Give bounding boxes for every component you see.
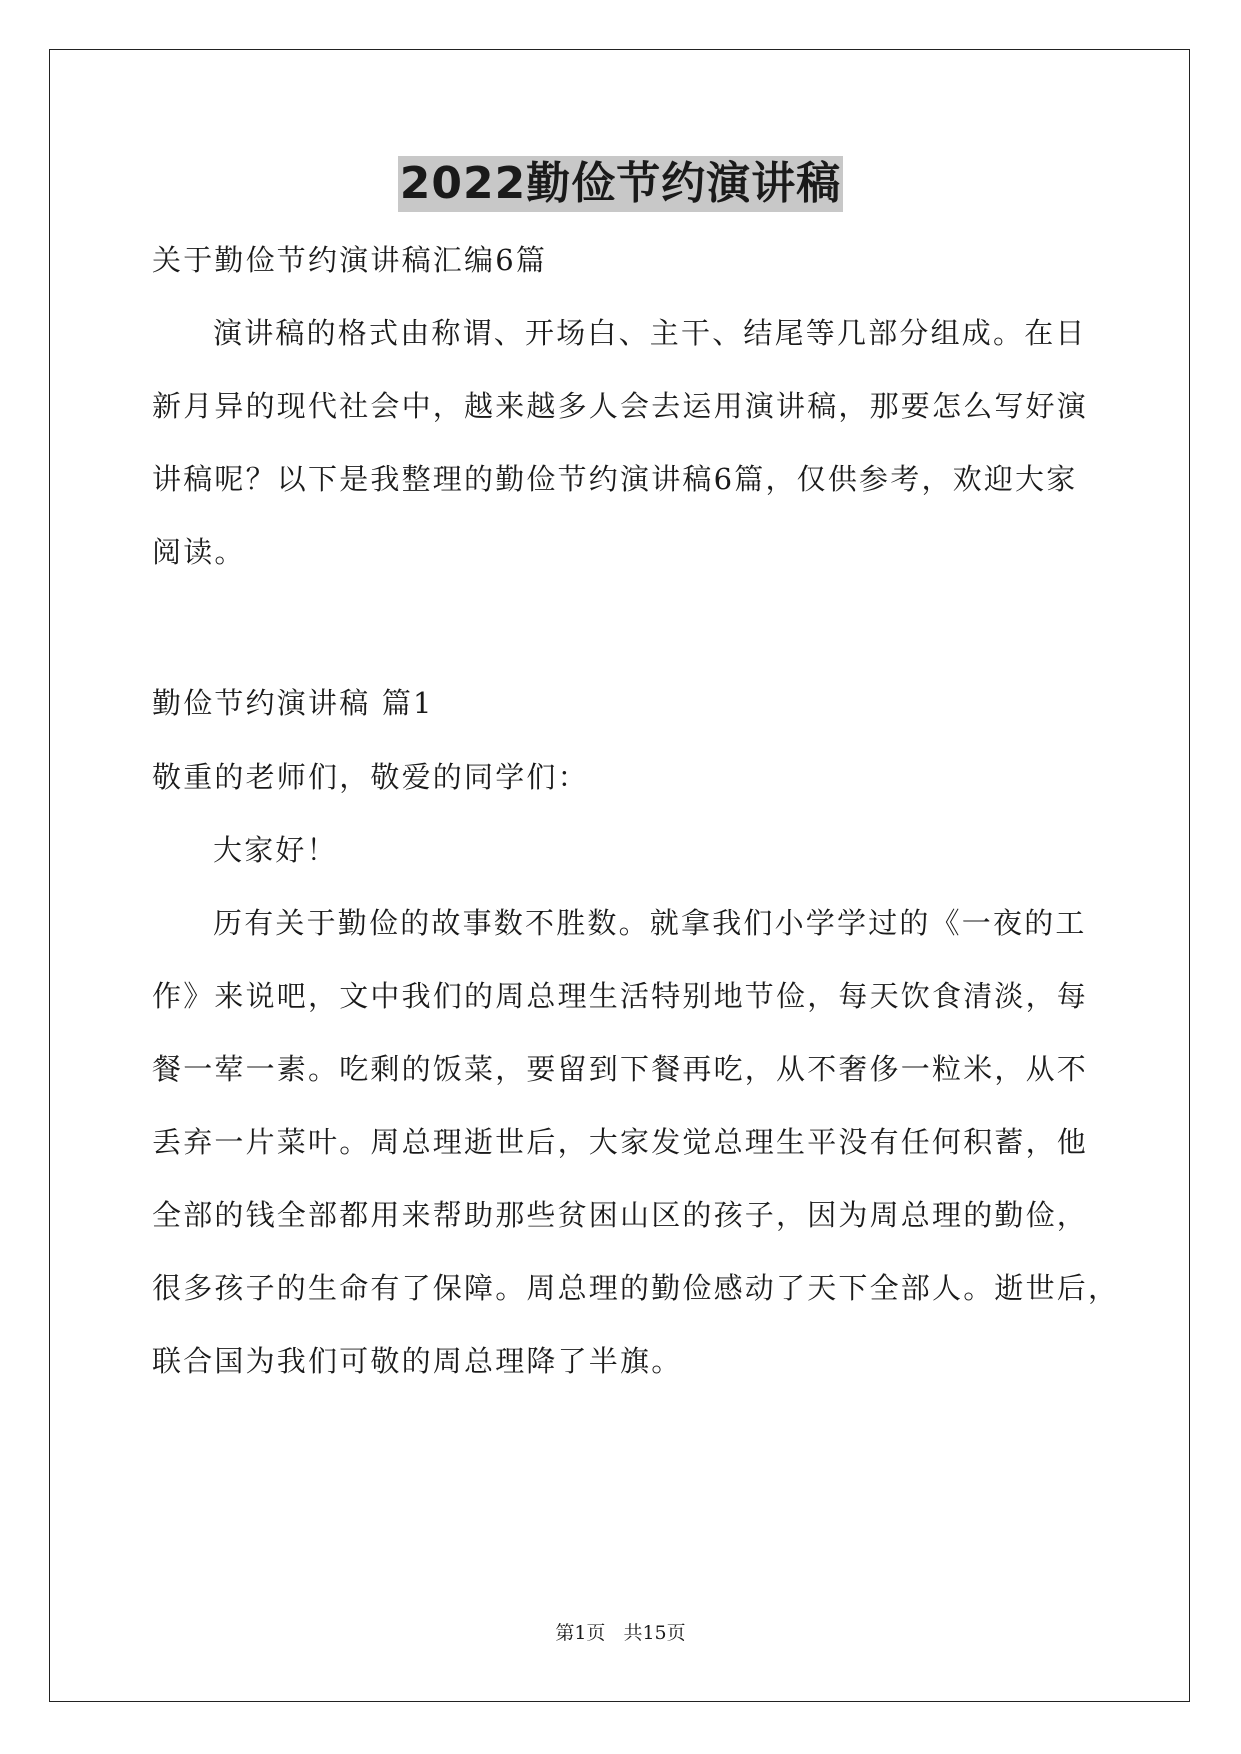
intro-line: 演讲稿的格式由称谓、开场白、主干、结尾等几部分组成。在日 bbox=[213, 316, 1087, 350]
body-line: 餐一荤一素。吃剩的饭菜，要留到下餐再吃，从不奢侈一粒米，从不 bbox=[152, 1052, 1089, 1086]
body-line: 作》来说吧，文中我们的周总理生活特别地节俭，每天饮食清淡，每 bbox=[152, 979, 1089, 1013]
salutation: 敬重的老师们，敬爱的同学们： bbox=[152, 760, 589, 794]
greeting: 大家好！ bbox=[213, 833, 338, 867]
title-container bbox=[0, 156, 1241, 212]
document-title: 2022勤俭节约演讲稿 bbox=[398, 156, 843, 212]
body-line: 很多孩子的生命有了保障。周总理的勤俭感动了天下全部人。逝世后， bbox=[152, 1271, 1120, 1305]
page-total: 共15页 bbox=[623, 1622, 686, 1644]
page-footer bbox=[0, 1618, 1241, 1645]
body-line: 全部的钱全部都用来帮助那些贫困山区的孩子，因为周总理的勤俭， bbox=[152, 1198, 1089, 1232]
body-line: 联合国为我们可敬的周总理降了半旗。 bbox=[152, 1344, 683, 1378]
intro-line: 阅读。 bbox=[152, 535, 246, 569]
body-line: 历有关于勤俭的故事数不胜数。就拿我们小学学过的《一夜的工 bbox=[213, 906, 1087, 940]
body-line: 丢弃一片菜叶。周总理逝世后，大家发觉总理生平没有任何积蓄，他 bbox=[152, 1125, 1089, 1159]
intro-line: 讲稿呢？以下是我整理的勤俭节约演讲稿6篇，仅供参考，欢迎大家 bbox=[152, 462, 1078, 496]
intro-line: 新月异的现代社会中，越来越多人会去运用演讲稿，那要怎么写好演 bbox=[152, 389, 1089, 423]
document-subtitle: 关于勤俭节约演讲稿汇编6篇 bbox=[152, 243, 548, 277]
section-heading: 勤俭节约演讲稿 篇1 bbox=[152, 686, 434, 720]
page-number: 第1页 bbox=[555, 1622, 606, 1644]
page-border bbox=[49, 49, 1190, 1702]
